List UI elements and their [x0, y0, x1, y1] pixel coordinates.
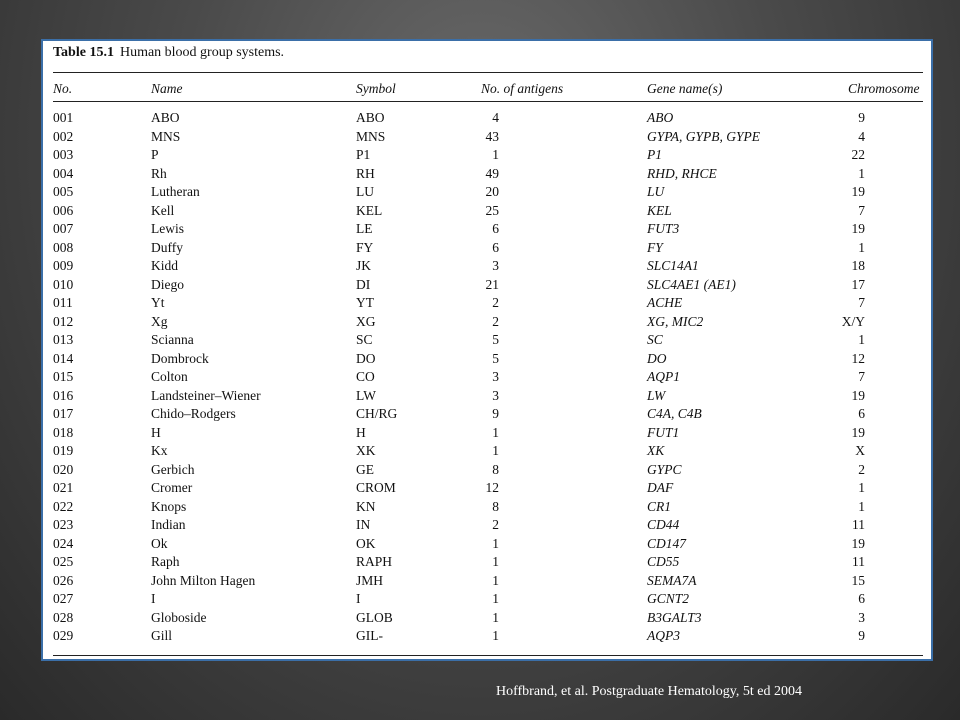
cell-antigens: 4	[492, 110, 499, 125]
cell-symbol: CROM	[356, 480, 396, 495]
table-row	[43, 147, 931, 166]
cell-antigens: 20	[485, 184, 499, 199]
cell-antigens: 1	[492, 609, 499, 625]
cell-no: 015	[53, 369, 74, 384]
cell-antigens: 3	[492, 369, 499, 384]
cell-name: Kell	[151, 202, 175, 218]
cell-gene: XG, MIC2	[647, 313, 704, 329]
cell-no: 016	[53, 387, 74, 403]
cell-antigens: 1	[492, 535, 499, 551]
cell-chromosome: 19	[851, 221, 865, 236]
cell-symbol: I	[356, 591, 361, 606]
cell-no: 011	[53, 295, 73, 310]
cell-name: Duffy	[151, 239, 183, 255]
header-symbol: Symbol	[356, 81, 396, 96]
cell-symbol: GE	[356, 461, 374, 477]
cell-symbol: IN	[356, 517, 371, 532]
cell-antigens: 49	[485, 165, 499, 181]
top-rule	[53, 72, 923, 73]
cell-symbol: SC	[356, 332, 373, 347]
cell-name: I	[151, 591, 156, 606]
header-chromosome: Chromosome	[848, 81, 920, 96]
cell-gene: AQP1	[647, 369, 680, 384]
table-row	[43, 351, 931, 370]
cell-chromosome: 1	[858, 480, 865, 495]
cell-symbol: LE	[356, 221, 373, 236]
table-row	[43, 184, 931, 203]
cell-gene: CD44	[647, 517, 680, 532]
cell-gene: GCNT2	[647, 591, 690, 606]
cell-chromosome: 9	[858, 628, 865, 643]
cell-symbol: FY	[356, 239, 374, 255]
cell-gene: CD147	[647, 535, 687, 551]
cell-gene: DAF	[647, 480, 674, 495]
table-row	[43, 480, 931, 499]
table-caption-label: Table 15.1	[53, 45, 114, 60]
cell-symbol: KN	[356, 498, 376, 514]
cell-gene: ACHE	[647, 295, 683, 310]
cell-chromosome: 17	[851, 276, 865, 292]
cell-symbol: CO	[356, 369, 375, 384]
cell-chromosome: 19	[851, 387, 865, 403]
cell-symbol: GIL-	[356, 628, 383, 643]
cell-no: 026	[53, 572, 74, 588]
cell-no: 005	[53, 184, 74, 199]
cell-chromosome: 19	[851, 535, 865, 551]
table-row	[43, 240, 931, 259]
table-body	[43, 110, 931, 647]
table-row	[43, 369, 931, 388]
cell-no: 001	[53, 110, 74, 125]
cell-antigens: 2	[492, 295, 499, 310]
cell-name: Xg	[151, 313, 168, 329]
cell-chromosome: 6	[858, 591, 865, 606]
cell-gene: FUT1	[647, 424, 680, 440]
cell-gene: P1	[647, 147, 662, 162]
cell-chromosome: 7	[858, 369, 865, 384]
cell-gene: KEL	[647, 202, 672, 218]
cell-chromosome: 6	[858, 406, 865, 421]
cell-no: 006	[53, 202, 74, 218]
cell-no: 027	[53, 591, 74, 606]
cell-name: Lutheran	[151, 184, 200, 199]
cell-no: 020	[53, 461, 74, 477]
cell-name: Indian	[151, 517, 186, 532]
cell-name: MNS	[151, 128, 181, 144]
cell-no: 017	[53, 406, 74, 421]
table-panel	[41, 39, 933, 661]
table-row	[43, 517, 931, 536]
table-row	[43, 591, 931, 610]
cell-chromosome: X/Y	[841, 313, 865, 329]
table-row	[43, 221, 931, 240]
cell-symbol: XK	[356, 443, 376, 458]
cell-name: Colton	[151, 369, 188, 384]
cell-symbol: DO	[356, 350, 376, 366]
cell-chromosome: 19	[851, 184, 865, 199]
cell-name: Knops	[151, 498, 187, 514]
cell-symbol: JMH	[356, 572, 384, 588]
table-header	[43, 81, 931, 99]
cell-antigens: 8	[492, 461, 499, 477]
cell-no: 021	[53, 480, 74, 495]
cell-name: John Milton Hagen	[151, 572, 256, 588]
cell-no: 019	[53, 443, 74, 458]
table-row	[43, 554, 931, 573]
cell-gene: DO	[647, 350, 667, 366]
cell-name: Raph	[151, 554, 180, 569]
cell-gene: SLC14A1	[647, 258, 699, 273]
cell-name: Cromer	[151, 480, 193, 495]
cell-symbol: RAPH	[356, 554, 393, 569]
cell-antigens: 1	[492, 443, 499, 458]
cell-antigens: 2	[492, 517, 499, 532]
table-caption-text: Human blood group systems.	[119, 45, 285, 60]
cell-name: Globoside	[151, 609, 207, 625]
cell-no: 002	[53, 128, 74, 144]
cell-gene: FUT3	[647, 221, 680, 236]
cell-no: 025	[53, 554, 74, 569]
cell-chromosome: 2	[858, 461, 865, 477]
cell-antigens: 9	[492, 406, 499, 421]
cell-gene: CR1	[647, 498, 672, 514]
table-row	[43, 536, 931, 555]
cell-gene: C4A, C4B	[647, 406, 702, 421]
cell-symbol: MNS	[356, 128, 386, 144]
cell-name: Kidd	[151, 258, 178, 273]
cell-name: Scianna	[151, 332, 194, 347]
cell-antigens: 8	[492, 498, 499, 514]
cell-no: 023	[53, 517, 74, 532]
cell-gene: ABO	[647, 110, 674, 125]
cell-gene: SLC4AE1 (AE1)	[647, 276, 736, 292]
header-gene: Gene name(s)	[647, 81, 723, 96]
cell-no: 028	[53, 609, 74, 625]
cell-no: 003	[53, 147, 74, 162]
cell-chromosome: 1	[858, 165, 865, 181]
cell-name: Yt	[151, 295, 165, 310]
cell-no: 007	[53, 221, 74, 236]
cell-no: 018	[53, 424, 74, 440]
cell-name: Landsteiner–Wiener	[151, 387, 261, 403]
table-row	[43, 628, 931, 647]
cell-chromosome: 9	[858, 110, 865, 125]
cell-gene: FY	[647, 239, 663, 255]
cell-antigens: 1	[492, 628, 499, 643]
cell-gene: LU	[647, 184, 665, 199]
cell-symbol: LW	[356, 387, 376, 403]
cell-name: Gill	[151, 628, 173, 643]
cell-gene: B3GALT3	[647, 609, 702, 625]
cell-gene: LW	[647, 387, 666, 403]
cell-symbol: KEL	[356, 202, 383, 218]
cell-symbol: XG	[356, 313, 376, 329]
header-no: No.	[53, 81, 73, 96]
table-row	[43, 129, 931, 148]
cell-antigens: 25	[485, 202, 499, 218]
table-row	[43, 499, 931, 518]
cell-name: Diego	[151, 276, 184, 292]
cell-chromosome: 4	[858, 128, 865, 144]
table-row	[43, 277, 931, 296]
cell-name: Ok	[151, 535, 168, 551]
header-rule	[53, 101, 923, 102]
table-row	[43, 258, 931, 277]
cell-symbol: ABO	[356, 110, 385, 125]
cell-chromosome: 7	[858, 295, 865, 310]
cell-name: ABO	[151, 110, 180, 125]
cell-antigens: 1	[492, 147, 499, 162]
cell-name: P	[151, 147, 159, 162]
cell-symbol: DI	[356, 276, 371, 292]
table-row	[43, 425, 931, 444]
cell-chromosome: 18	[851, 258, 865, 273]
cell-no: 024	[53, 535, 74, 551]
table-row	[43, 332, 931, 351]
header-name: Name	[151, 81, 183, 96]
table-row	[43, 443, 931, 462]
table-row	[43, 406, 931, 425]
cell-symbol: H	[356, 424, 366, 440]
table-row	[43, 203, 931, 222]
cell-antigens: 3	[492, 387, 499, 403]
cell-chromosome: 19	[851, 424, 865, 440]
cell-symbol: RH	[356, 165, 375, 181]
cell-chromosome: 1	[858, 239, 865, 255]
cell-name: Dombrock	[151, 350, 209, 366]
cell-no: 004	[53, 165, 74, 181]
cell-gene: GYPC	[647, 461, 682, 477]
cell-antigens: 1	[492, 572, 499, 588]
cell-chromosome: X	[855, 443, 865, 458]
cell-antigens: 3	[492, 258, 499, 273]
table-row	[43, 110, 931, 129]
cell-antigens: 21	[485, 276, 499, 292]
cell-chromosome: 15	[851, 572, 865, 588]
cell-no: 010	[53, 276, 74, 292]
cell-name: Kx	[151, 443, 168, 458]
cell-no: 014	[53, 350, 74, 366]
table-row	[43, 388, 931, 407]
table-caption	[53, 45, 284, 61]
cell-no: 022	[53, 498, 74, 514]
cell-chromosome: 11	[852, 517, 865, 532]
citation: Hoffbrand, et al. Postgraduate Hematology, 5t ed 2004	[496, 684, 802, 699]
cell-symbol: P1	[356, 147, 371, 162]
cell-no: 013	[53, 332, 74, 347]
cell-antigens: 6	[492, 221, 499, 236]
cell-antigens: 6	[492, 239, 499, 255]
cell-gene: AQP3	[647, 628, 680, 643]
cell-gene: SC	[647, 332, 663, 347]
cell-antigens: 5	[492, 332, 499, 347]
cell-gene: RHD, RHCE	[647, 165, 717, 181]
cell-no: 008	[53, 239, 74, 255]
table-row	[43, 166, 931, 185]
cell-no: 009	[53, 258, 74, 273]
cell-gene: CD55	[647, 554, 680, 569]
cell-antigens: 1	[492, 591, 499, 606]
cell-name: Gerbich	[151, 461, 195, 477]
cell-antigens: 12	[485, 480, 499, 495]
cell-no: 029	[53, 628, 74, 643]
table-row	[43, 295, 931, 314]
cell-antigens: 1	[492, 424, 499, 440]
cell-chromosome: 3	[858, 609, 865, 625]
table-row	[43, 610, 931, 629]
cell-symbol: LU	[356, 184, 374, 199]
table-row	[43, 314, 931, 333]
cell-gene: SEMA7A	[647, 572, 697, 588]
cell-name: H	[151, 424, 161, 440]
header-antigens: No. of antigens	[481, 81, 564, 96]
cell-no: 012	[53, 313, 74, 329]
cell-chromosome: 7	[858, 202, 865, 218]
cell-symbol: YT	[356, 295, 374, 310]
cell-symbol: JK	[356, 258, 372, 273]
cell-antigens: 43	[485, 128, 499, 144]
cell-antigens: 2	[492, 313, 499, 329]
cell-chromosome: 11	[852, 554, 865, 569]
cell-chromosome: 12	[851, 350, 865, 366]
cell-symbol: CH/RG	[356, 406, 398, 421]
cell-antigens: 5	[492, 350, 499, 366]
cell-gene: XK	[647, 443, 665, 458]
cell-antigens: 1	[492, 554, 499, 569]
cell-chromosome: 22	[851, 147, 865, 162]
cell-gene: GYPA, GYPB, GYPE	[647, 128, 761, 144]
table-row	[43, 573, 931, 592]
cell-chromosome: 1	[858, 498, 865, 514]
table-row	[43, 462, 931, 481]
cell-chromosome: 1	[858, 332, 865, 347]
bottom-rule	[53, 655, 923, 656]
cell-name: Chido–Rodgers	[151, 406, 236, 421]
cell-name: Lewis	[151, 221, 184, 236]
cell-symbol: OK	[356, 535, 376, 551]
cell-name: Rh	[151, 165, 167, 181]
cell-symbol: GLOB	[356, 609, 393, 625]
